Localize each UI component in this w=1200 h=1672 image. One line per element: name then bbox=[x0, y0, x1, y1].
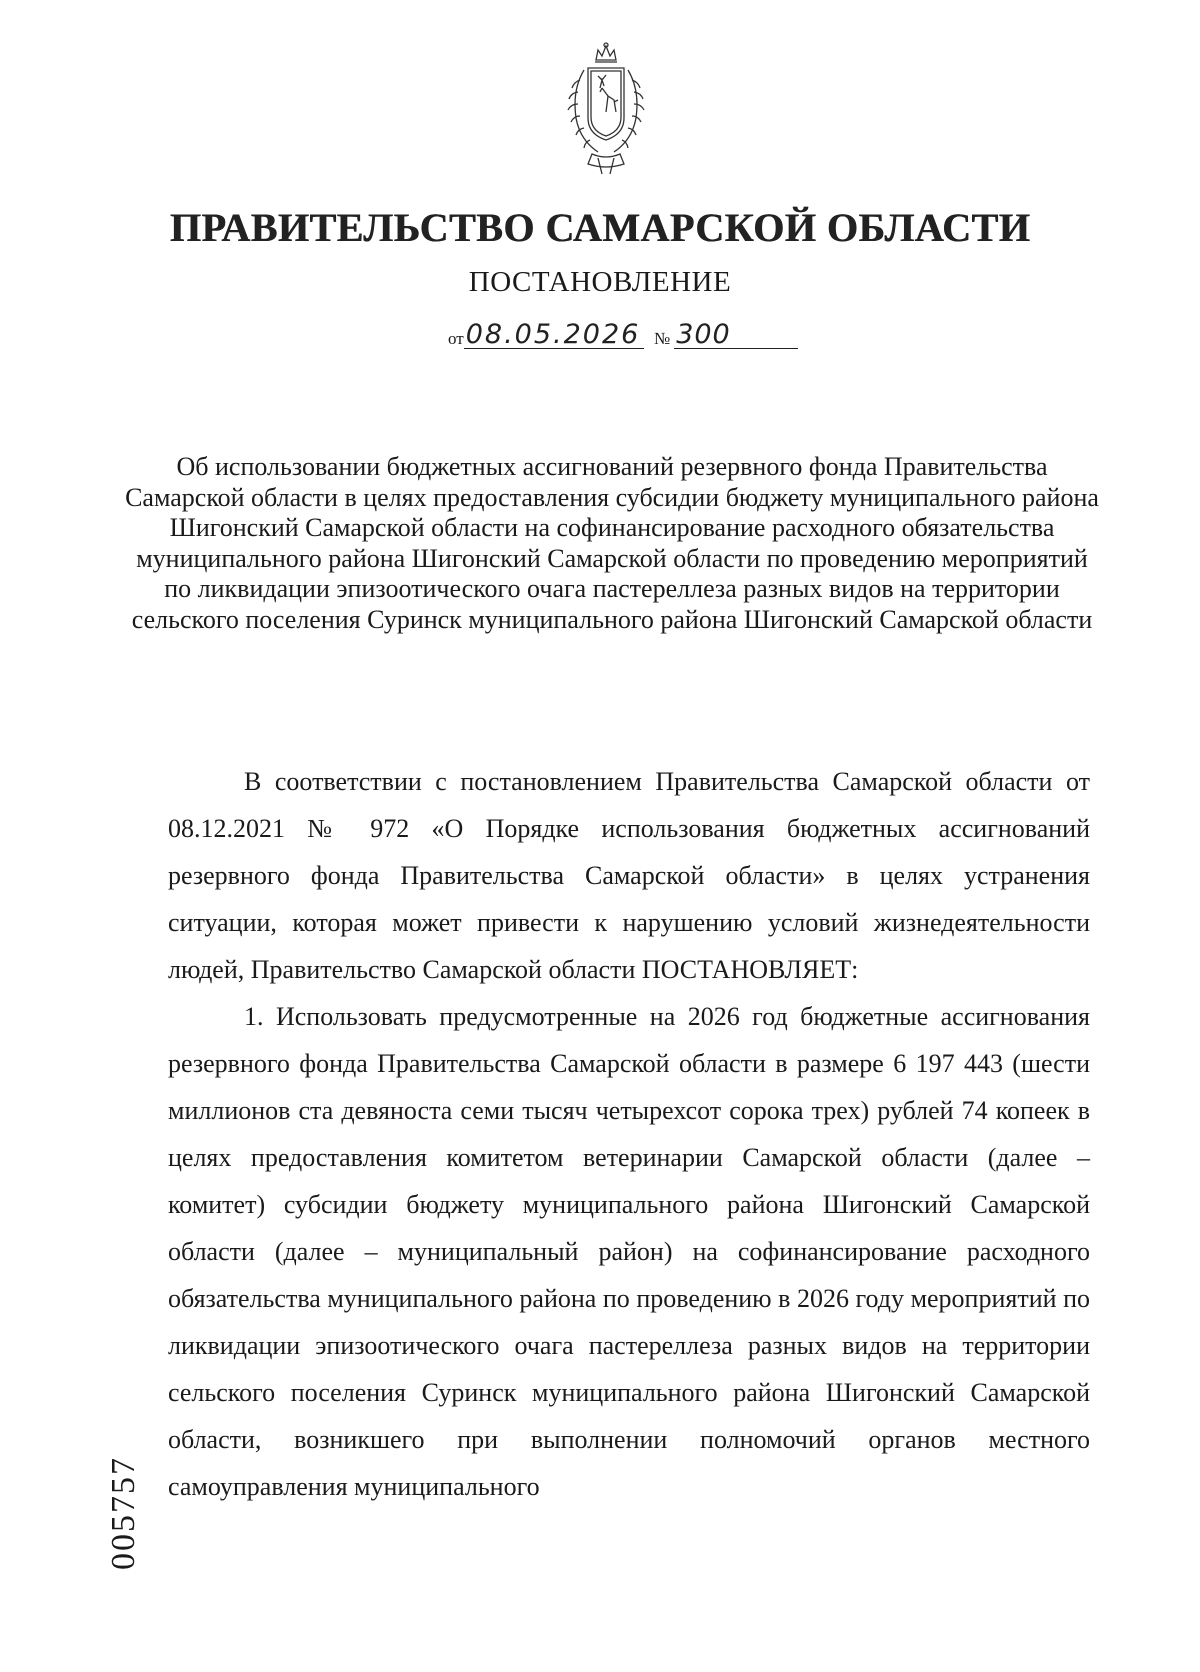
document-body bbox=[168, 758, 1090, 1510]
number-value: 300 bbox=[674, 322, 798, 349]
document-subject: Об использовании бюджетных ассигнований резервного фонда Правительства Самарской области в целях предоставления субсидии бюджету муниципального района Шигонский Самарской области на софинансирование расходного обязательства муниципального района Шигонский Самарской области по проведению мероприятий по ликвидации эпизоотического очага пастереллеза разных видов на территории сельского поселения Суринск муниципального района Шигонский Самарской области bbox=[125, 452, 1099, 634]
number-prefix: № bbox=[653, 329, 671, 348]
date-value: 08.05.2026 bbox=[464, 322, 644, 349]
document-type: ПОСТАНОВЛЕНИЕ bbox=[468, 266, 732, 298]
preamble-paragraph: В соответствии с постановлением Правительства Самарской области от 08.12.2021 № 972 «О Порядке использования бюджетных ассигнований резервного фонда Правительства Самарской области» в целях устранения ситуации, которая может привести к нарушению условий жизнедеятельности людей, Правительство Самарской области ПОСТАНОВЛЯЕТ: bbox=[168, 767, 1090, 984]
item-1-paragraph: 1. Использовать предусмотренные на 2026 год бюджетные ассигнования резервного фонда Правительства Самарской области в размере 6 197 443 (шести миллионов ста девяноста семи тысяч четырехсот сорока трех) рублей 74 копеек в целях предоставления комитетом ветеринарии Самарской области (далее – комитет) субсидии бюджету муниципального района Шигонский Самарской области (далее – муниципальный район) на софинансирование расходного обязательства муниципального района по проведению в 2026 году мероприятий по ликвидации эпизоотического очага пастереллеза разных видов на территории сельского поселения Суринск муниципального района Шигонский Самарской области, возникшего при выполнении полномочий органов местного самоуправления муниципального bbox=[168, 1002, 1090, 1501]
date-number-line bbox=[448, 319, 798, 350]
side-stamp-text: 005757 bbox=[105, 1456, 142, 1570]
side-stamp-number bbox=[94, 1430, 154, 1600]
org-title: ПРАВИТЕЛЬСТВО САМАРСКОЙ ОБЛАСТИ bbox=[169, 205, 1031, 250]
coat-of-arms-emblem bbox=[558, 40, 654, 180]
date-prefix: от bbox=[448, 329, 464, 348]
